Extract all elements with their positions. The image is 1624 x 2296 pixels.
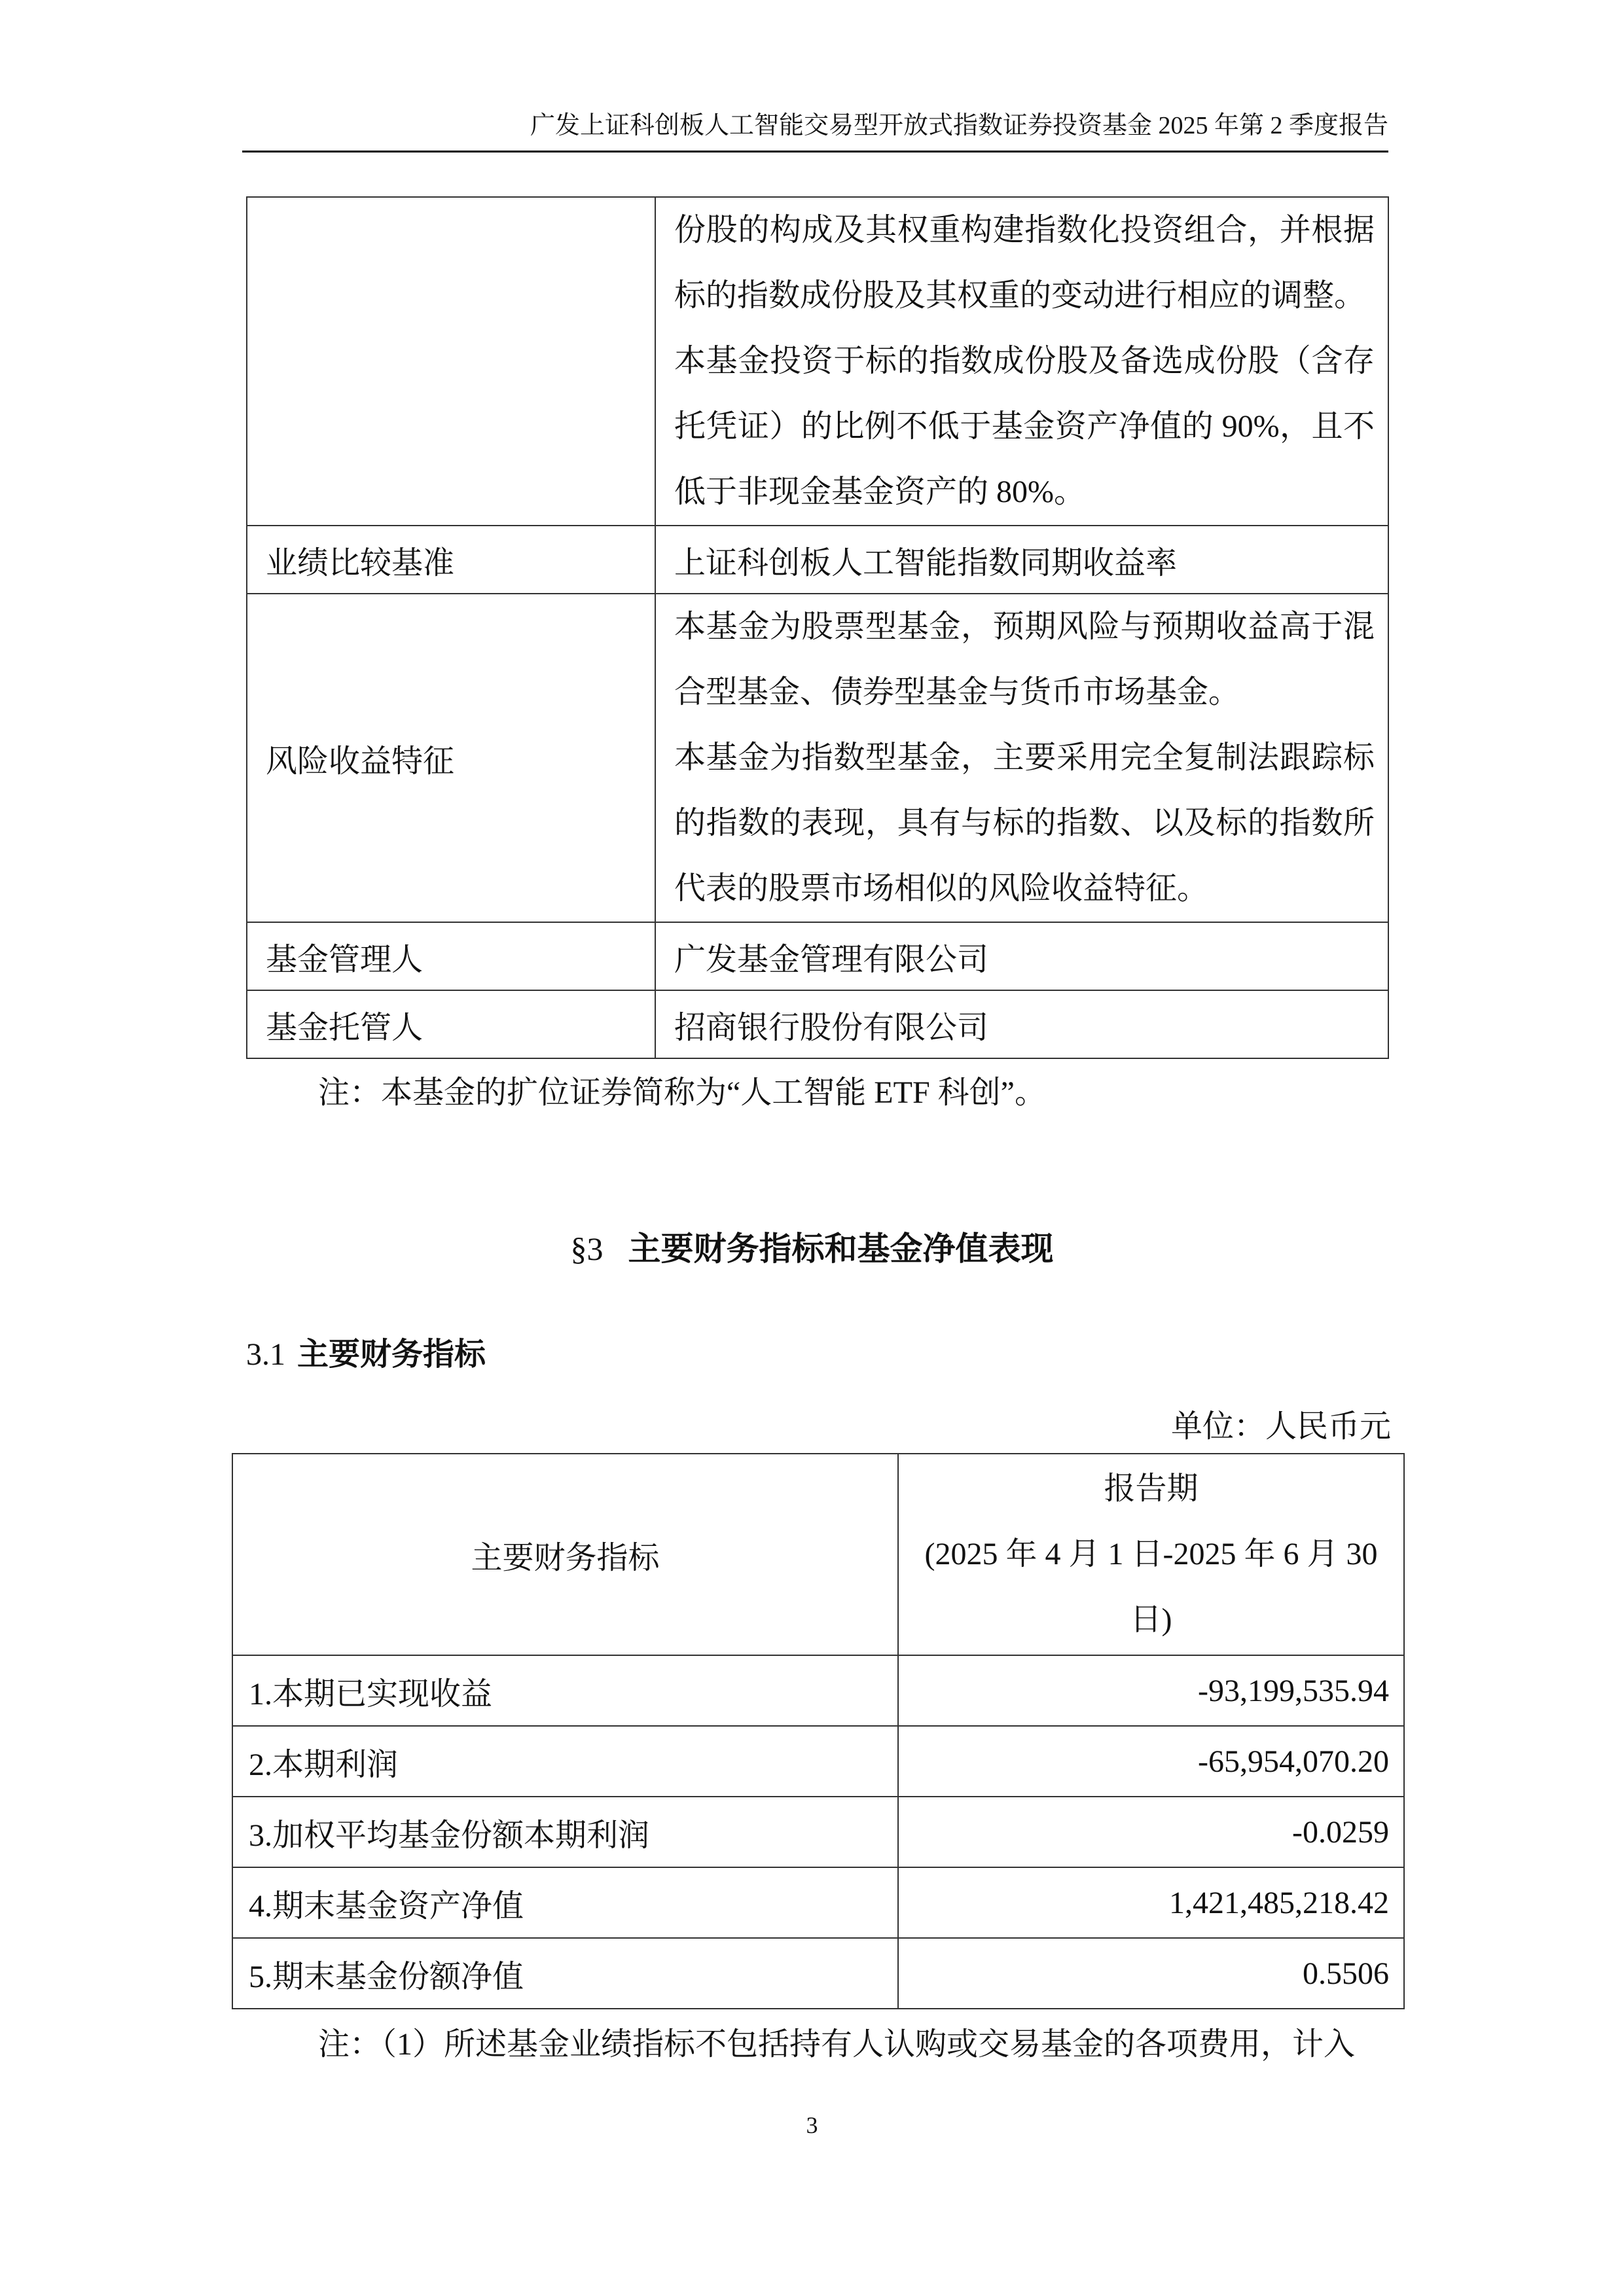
indicator-value: -93,199,535.94 bbox=[898, 1655, 1404, 1726]
subsection-heading: 主要财务指标 bbox=[297, 1336, 486, 1372]
table-row bbox=[247, 594, 1388, 922]
subsection-title bbox=[246, 1329, 486, 1374]
header-period bbox=[898, 1454, 1404, 1655]
section-title bbox=[0, 1223, 1624, 1270]
row-label: 风险收益特征 bbox=[247, 594, 655, 922]
row-label: 基金管理人 bbox=[247, 922, 655, 990]
table-row bbox=[232, 1726, 1404, 1797]
paragraph: 份股的构成及其权重构建指数化投资组合，并根据标的指数成份股及其权重的变动进行相应的调整。 bbox=[674, 213, 1375, 313]
page-number: 3 bbox=[806, 2112, 818, 2138]
indicator-label: 1.本期已实现收益 bbox=[232, 1655, 898, 1726]
indicator-value: 0.5506 bbox=[898, 1938, 1404, 2009]
paragraph: 本基金为指数型基金，主要采用完全复制法跟踪标的指数的表现，具有与标的指数、以及标的指数所代表的股票市场相似的风险收益特征。 bbox=[674, 740, 1375, 906]
indicator-value: -0.0259 bbox=[898, 1797, 1404, 1867]
subsection-number: 3.1 bbox=[246, 1337, 285, 1372]
fund-profile-note: 注：本基金的扩位证券简称为“人工智能 ETF 科创”。 bbox=[318, 1075, 1046, 1110]
indicator-value: -65,954,070.20 bbox=[898, 1726, 1404, 1797]
row-content bbox=[655, 197, 1388, 526]
table-header-row bbox=[232, 1454, 1404, 1655]
section-number: §3 bbox=[570, 1230, 604, 1267]
row-label bbox=[247, 197, 655, 526]
financial-note: 注：（1）所述基金业绩指标不包括持有人认购或交易基金的各项费用，计入 bbox=[318, 2027, 1356, 2062]
row-content: 招商银行股份有限公司 bbox=[655, 990, 1388, 1058]
row-label: 业绩比较基准 bbox=[247, 526, 655, 594]
paragraph: 本基金投资于标的指数成份股及备选成份股（含存托凭证）的比例不低于基金资产净值的 90%，且不低于非现金基金资产的 80%。 bbox=[674, 344, 1375, 509]
row-content bbox=[655, 594, 1388, 922]
indicator-label: 2.本期利润 bbox=[232, 1726, 898, 1797]
table-row bbox=[247, 922, 1388, 990]
table-row bbox=[232, 1797, 1404, 1867]
header-period-title: 报告期 bbox=[1104, 1471, 1199, 1506]
header-indicator: 主要财务指标 bbox=[232, 1454, 898, 1655]
row-content: 广发基金管理有限公司 bbox=[655, 922, 1388, 990]
section-heading: 主要财务指标和基金净值表现 bbox=[628, 1230, 1054, 1268]
indicator-label: 4.期末基金资产净值 bbox=[232, 1867, 898, 1938]
report-title: 广发上证科创板人工智能交易型开放式指数证券投资基金 2025 年第 2 季度报告 bbox=[530, 112, 1388, 139]
page-header bbox=[242, 113, 1388, 152]
row-label: 基金托管人 bbox=[247, 990, 655, 1058]
fund-profile-table bbox=[246, 196, 1389, 1059]
table-row bbox=[232, 1938, 1404, 2009]
table-row bbox=[247, 990, 1388, 1058]
unit-label: 单位：人民币元 bbox=[1170, 1409, 1391, 1444]
paragraph: 本基金为股票型基金，预期风险与预期收益高于混合型基金、债券型基金与货币市场基金。 bbox=[674, 609, 1375, 709]
financial-indicators-table bbox=[232, 1453, 1405, 2009]
indicator-label: 3.加权平均基金份额本期利润 bbox=[232, 1797, 898, 1867]
table-row bbox=[247, 526, 1388, 594]
table-row bbox=[247, 197, 1388, 526]
indicator-value: 1,421,485,218.42 bbox=[898, 1867, 1404, 1938]
table-row bbox=[232, 1867, 1404, 1938]
table-row bbox=[232, 1655, 1404, 1726]
indicator-label: 5.期末基金份额净值 bbox=[232, 1938, 898, 2009]
row-content: 上证科创板人工智能指数同期收益率 bbox=[655, 526, 1388, 594]
header-period-range: (2025 年 4 月 1 日-2025 年 6 月 30 日) bbox=[924, 1537, 1378, 1637]
